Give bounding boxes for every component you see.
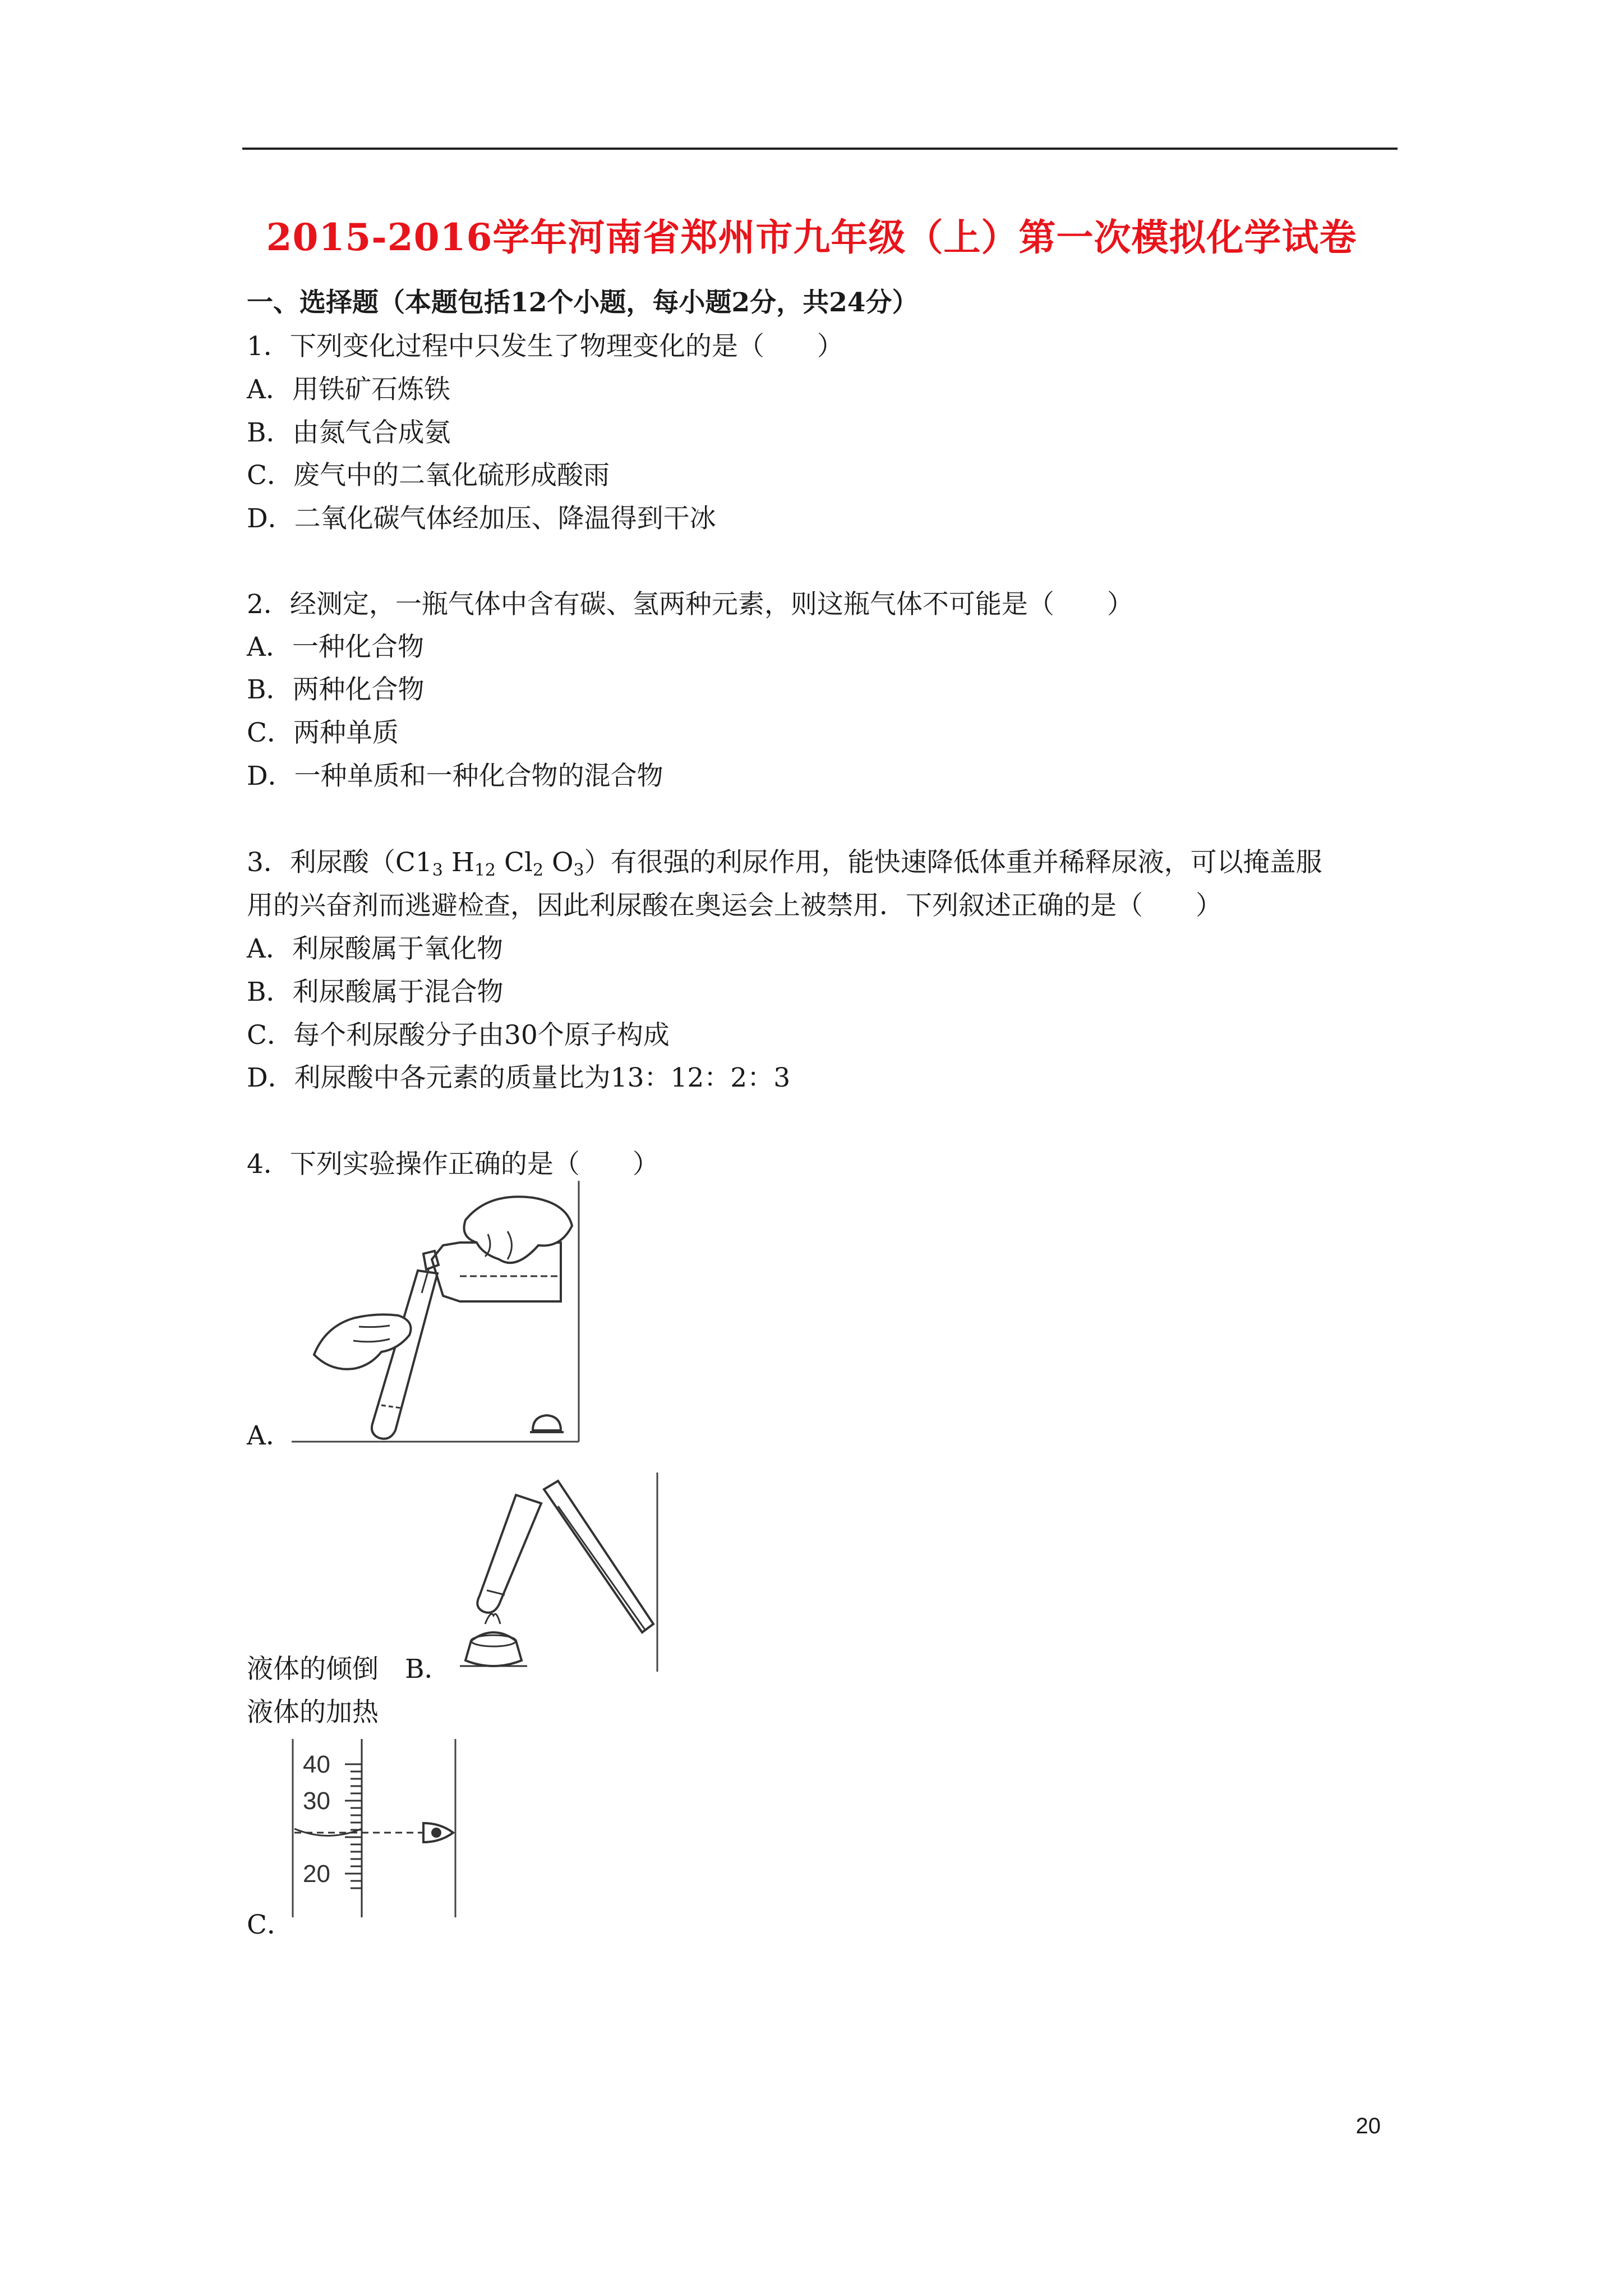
q1-option-c: C．废气中的二氧化硫形成酸雨 bbox=[247, 460, 610, 491]
q3-stem-line2: 用的兴奋剂而逃避检查，因此利尿酸在奥运会上被禁用．下列叙述正确的是（ ） bbox=[247, 890, 1222, 921]
q2-option-a: A．一种化合物 bbox=[247, 632, 424, 662]
q3-option-c: C．每个利尿酸分子由30个原子构成 bbox=[247, 1020, 670, 1051]
q1-stem: 1．下列变化过程中只发生了物理变化的是（ ） bbox=[247, 331, 843, 362]
q3-option-b: B．利尿酸属于混合物 bbox=[247, 977, 504, 1007]
q1-option-d: D．二氧化碳气体经加压、降温得到干冰 bbox=[247, 503, 716, 534]
q3-option-d: D．利尿酸中各元素的质量比为13：12：2：3 bbox=[247, 1062, 791, 1093]
page-number: 20 bbox=[1355, 2114, 1381, 2138]
tick-label-20: 20 bbox=[303, 1860, 330, 1888]
q3-stem: 3．利尿酸（$C1_3$ $H_{12}$ $Cl_2$ $O_3$）有很强的利尿作用，能快速降低体重并稀释尿液，可以掩盖服 bbox=[247, 847, 1322, 880]
q1-option-a: A．用铁矿石炼铁 bbox=[247, 374, 450, 405]
tick-label-30: 30 bbox=[303, 1787, 330, 1815]
section-heading: 一、选择题（本题包括12个小题，每小题2分，共24分） bbox=[247, 287, 919, 318]
q2-option-b: B．两种化合物 bbox=[247, 674, 425, 705]
graduated-cylinder-figure bbox=[292, 1739, 460, 1918]
tick-label-40: 40 bbox=[303, 1751, 330, 1778]
q4-option-a-caption: 液体的倾倒 B． bbox=[247, 1654, 451, 1685]
q2-option-d: D．一种单质和一种化合物的混合物 bbox=[247, 761, 663, 792]
q2-option-c: C．两种单质 bbox=[247, 717, 399, 748]
heating-liquid-figure bbox=[460, 1473, 662, 1674]
q4-option-a-label: A． bbox=[247, 1420, 292, 1451]
q2-stem: 2．经测定，一瓶气体中含有碳、氢两种元素，则这瓶气体不可能是（ ） bbox=[247, 589, 1133, 620]
pouring-liquid-figure bbox=[292, 1181, 583, 1444]
exam-title: 2015-2016学年河南省郑州市九年级（上）第一次模拟化学试卷 bbox=[266, 215, 1357, 259]
q4-option-c-label: C． bbox=[247, 1910, 293, 1940]
q4-option-b-label: B． bbox=[405, 1654, 451, 1685]
q1-option-b: B．由氮气合成氨 bbox=[247, 417, 451, 448]
header-rule bbox=[242, 148, 1398, 150]
q3-option-a: A．利尿酸属于氧化物 bbox=[247, 933, 503, 964]
q4-stem: 4．下列实验操作正确的是（ ） bbox=[247, 1149, 659, 1180]
q4-option-b-caption: 液体的加热 bbox=[247, 1697, 379, 1728]
